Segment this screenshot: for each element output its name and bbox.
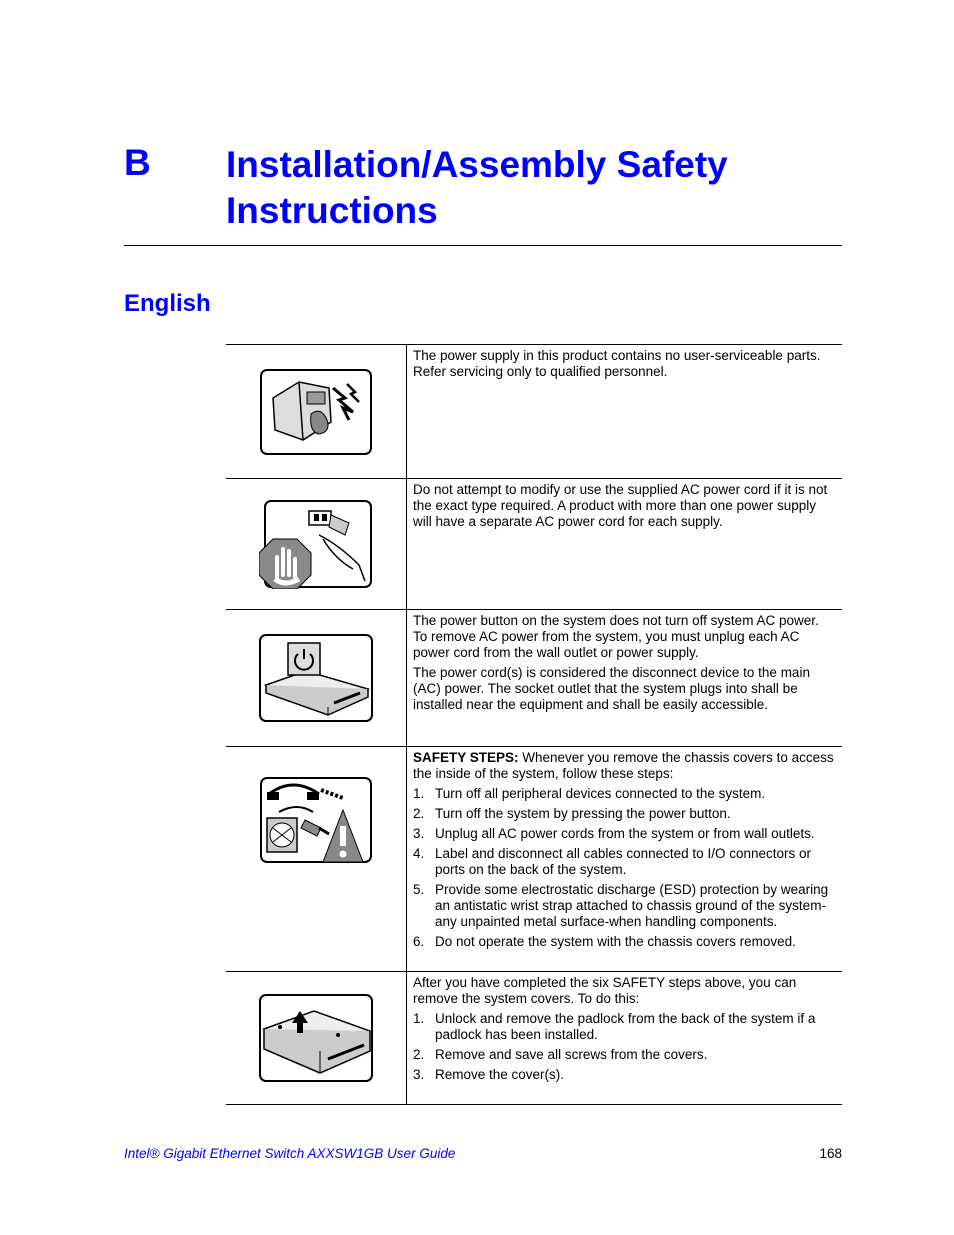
text-cell [407, 972, 843, 1105]
step-text: Unplug all AC power cords from the system or from wall outlets. [435, 826, 815, 841]
icon-cell [226, 972, 407, 1105]
row-paragraph: Do not attempt to modify or use the supplied AC power cord if it is not the exact type required. A product with more than one power supply will have a separate AC power cord for each supply. [413, 482, 828, 529]
step-text: Turn off all peripheral devices connected to the system. [435, 786, 766, 801]
step-number: 1. [413, 1011, 425, 1026]
step-number: 3. [413, 826, 425, 841]
step-text: Remove and save all screws from the covers. [435, 1047, 708, 1062]
safety-steps-warning-icon [259, 776, 373, 864]
list-item [413, 1011, 834, 1043]
step-number: 2. [413, 806, 425, 821]
list-item [413, 846, 834, 878]
step-number: 4. [413, 846, 425, 861]
list-item [413, 786, 834, 802]
step-text: Unlock and remove the padlock from the back of the system if a padlock has been installed. [435, 1011, 816, 1042]
safety-steps-list [413, 786, 834, 950]
safety-row [226, 747, 842, 972]
chapter-title-line2: Instructions [226, 190, 438, 231]
icon-cell [226, 345, 407, 479]
safety-row [226, 610, 842, 747]
step-text: Provide some electrostatic discharge (ESD) protection by wearing an antistatic wrist strap attached to chassis ground of the system-any unpainted metal surface-when handling components. [435, 882, 829, 929]
footer-doc-title: Intel® Gigabit Ethernet Switch AXXSW1GB User Guide [124, 1146, 456, 1161]
row-paragraph: After you have completed the six SAFETY steps above, you can remove the system covers. To do this: [413, 975, 797, 1006]
heading-rule [124, 245, 842, 246]
list-item [413, 882, 834, 930]
text-cell [407, 610, 843, 747]
icon-cell [226, 479, 407, 610]
chapter-title-line1: Installation/Assembly Safety [226, 144, 728, 185]
safety-steps-text: Whenever you remove the chassis covers to access the inside of the system, follow these steps: [413, 750, 834, 781]
row-paragraph: The power button on the system does not turn off system AC power. To remove AC power from the system, you must unplug each AC power cord from the wall outlet or power supply. [413, 613, 819, 660]
list-item [413, 1047, 834, 1063]
power-supply-hazard-icon [259, 368, 373, 456]
text-cell [407, 747, 843, 972]
list-item [413, 826, 834, 842]
safety-table [226, 344, 842, 1105]
safety-steps-label: SAFETY STEPS: [413, 750, 519, 765]
step-number: 2. [413, 1047, 425, 1062]
section-title: English [124, 290, 211, 317]
row-paragraph: The power supply in this product contains no user-serviceable parts. Refer servicing only to qualified personnel. [413, 348, 821, 379]
list-item [413, 806, 834, 822]
step-number: 5. [413, 882, 425, 897]
cover-removal-list [413, 1011, 834, 1083]
step-number: 6. [413, 934, 425, 949]
step-text: Do not operate the system with the chassis covers removed. [435, 934, 796, 949]
safety-row [226, 479, 842, 610]
remove-cover-icon [258, 993, 374, 1083]
text-cell [407, 345, 843, 479]
chapter-letter: B [124, 142, 151, 183]
step-text: Label and disconnect all cables connected to I/O connectors or ports on the back of the system. [435, 846, 811, 877]
icon-cell [226, 610, 407, 747]
safety-row [226, 972, 842, 1105]
step-text: Turn off the system by pressing the power button. [435, 806, 731, 821]
step-number: 3. [413, 1067, 425, 1082]
text-cell [407, 479, 843, 610]
step-number: 1. [413, 786, 425, 801]
step-text: Remove the cover(s). [435, 1067, 565, 1082]
row-paragraph: The power cord(s) is considered the disconnect device to the main (AC) power. The socket outlet that the system plugs into shall be installed near the equipment and shall be easily accessible. [413, 665, 810, 712]
icon-cell [226, 747, 407, 972]
chapter-title [226, 142, 826, 234]
list-item [413, 934, 834, 950]
list-item [413, 1067, 834, 1083]
footer-page-number: 168 [819, 1146, 842, 1161]
safety-steps-intro [413, 750, 834, 782]
safety-row [226, 345, 842, 479]
power-button-icon [258, 633, 374, 723]
power-cord-stop-icon [259, 499, 373, 589]
